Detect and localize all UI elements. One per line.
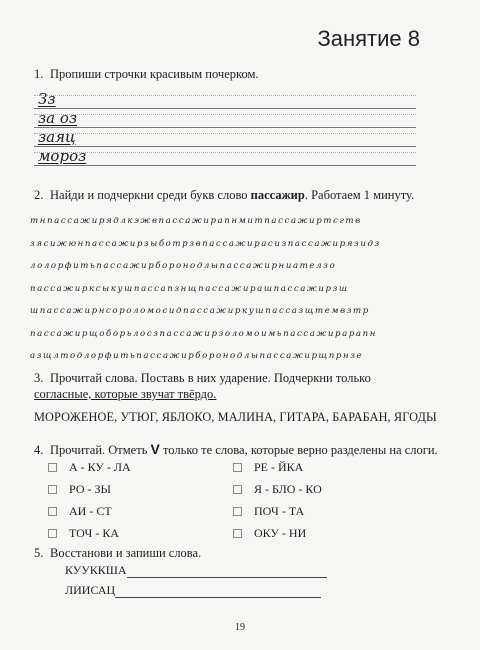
task1-text: Пропиши строчки красивым почерком. bbox=[50, 67, 259, 81]
scrambled-word: ЛИИСАЦ bbox=[65, 583, 116, 597]
task4-text-after: только те слова, которые верно разделены на слоги. bbox=[163, 443, 438, 457]
task2-number: 2. bbox=[34, 188, 44, 202]
checkbox[interactable] bbox=[233, 529, 242, 538]
task3-instruction bbox=[34, 370, 424, 402]
cursive-sample: мороз bbox=[38, 147, 87, 165]
cursive-sample: Зз bbox=[38, 90, 56, 108]
task2-text-before: Найди и подчеркни среди букв слово bbox=[50, 188, 248, 202]
scrambled-word-row bbox=[65, 583, 321, 598]
scrambled-word: КУУККША bbox=[65, 563, 127, 577]
syllable-option[interactable]: Я - БЛО - КО bbox=[233, 481, 322, 497]
syllable-option[interactable]: АИ - СТ bbox=[48, 503, 112, 519]
lesson-title: Занятие 8 bbox=[317, 26, 420, 51]
checkbox[interactable] bbox=[48, 529, 57, 538]
letter-row[interactable]: шпассажирнсороломосидпассажиркушпассазщтемвзтр bbox=[30, 306, 370, 316]
task5-number: 5. bbox=[34, 546, 44, 560]
writing-line[interactable] bbox=[34, 128, 416, 147]
syllable-option[interactable]: РЕ - ЙКА bbox=[233, 459, 303, 475]
task3-word-list[interactable]: МОРОЖЕНОЕ, УТЮГ, ЯБЛОКО, МАЛИНА, ГИТАРА, БАРАБАН, ЯГОДЫ bbox=[34, 410, 437, 424]
letter-row[interactable]: тнпассажирядлкэжвпассажирапнмитпассажиртсгтв bbox=[30, 216, 362, 226]
task4-text-before: Прочитай. Отметь bbox=[50, 443, 148, 457]
writing-line[interactable] bbox=[34, 147, 416, 166]
task4-instruction bbox=[34, 441, 438, 458]
handwriting-lines bbox=[34, 90, 416, 166]
checkbox[interactable] bbox=[233, 463, 242, 472]
checkmark-v-glyph: V bbox=[150, 441, 160, 457]
task5-instruction bbox=[34, 545, 201, 561]
syllable-option[interactable]: А - КУ - ЛА bbox=[48, 459, 131, 475]
checkbox[interactable] bbox=[48, 507, 57, 516]
task3-number: 3. bbox=[34, 371, 44, 385]
cursive-sample: за оз bbox=[38, 109, 78, 127]
writing-line[interactable] bbox=[34, 90, 416, 109]
task3-underlined-text: согласные, которые звучат твёрдо. bbox=[34, 387, 217, 401]
task2-instruction bbox=[34, 187, 414, 203]
letter-row[interactable]: азщлтодлорфитьпассажирборонодлыпассажирщпрнзе bbox=[30, 351, 364, 361]
syllable-option[interactable]: РО - ЗЫ bbox=[48, 481, 111, 497]
task1-instruction bbox=[34, 66, 259, 82]
scrambled-word-row bbox=[65, 563, 327, 578]
checkbox[interactable] bbox=[48, 485, 57, 494]
letter-row[interactable]: пассажирксыкушпассапзнщпассажирашпассажирзш bbox=[30, 283, 349, 294]
cursive-sample: заяц bbox=[38, 128, 76, 146]
answer-line[interactable] bbox=[127, 565, 327, 578]
task4-number: 4. bbox=[34, 443, 44, 457]
checkbox[interactable] bbox=[48, 463, 57, 472]
letter-row[interactable]: лолорфитьпассажирборонодлыпассажирниателзо bbox=[30, 261, 337, 271]
syllable-option[interactable]: ОКУ - НИ bbox=[233, 525, 306, 541]
task2-text-after: . Работаем 1 минуту. bbox=[304, 188, 415, 202]
checkbox[interactable] bbox=[233, 485, 242, 494]
page-number: 19 bbox=[235, 622, 245, 633]
letter-row[interactable]: пассажирщоборьлосзпассажирзоломоимьпассажирарапн bbox=[30, 328, 378, 339]
letter-grid bbox=[30, 210, 420, 368]
syllable-option[interactable]: ТОЧ - КА bbox=[48, 525, 119, 541]
task3-text: Прочитай слова. Поставь в них ударение. Подчеркни только bbox=[50, 371, 371, 385]
task1-number: 1. bbox=[34, 67, 44, 81]
answer-line[interactable] bbox=[115, 585, 321, 598]
checkbox[interactable] bbox=[233, 507, 242, 516]
writing-line[interactable] bbox=[34, 109, 416, 128]
syllable-option[interactable]: ПОЧ - ТА bbox=[233, 503, 304, 519]
task2-target-word: пассажир bbox=[250, 188, 305, 202]
letter-row[interactable]: зясижюнпассажирзыботрзвпассажирасизпассажирязидз bbox=[30, 238, 381, 249]
task5-text: Восстанови и запиши слова. bbox=[50, 546, 202, 560]
